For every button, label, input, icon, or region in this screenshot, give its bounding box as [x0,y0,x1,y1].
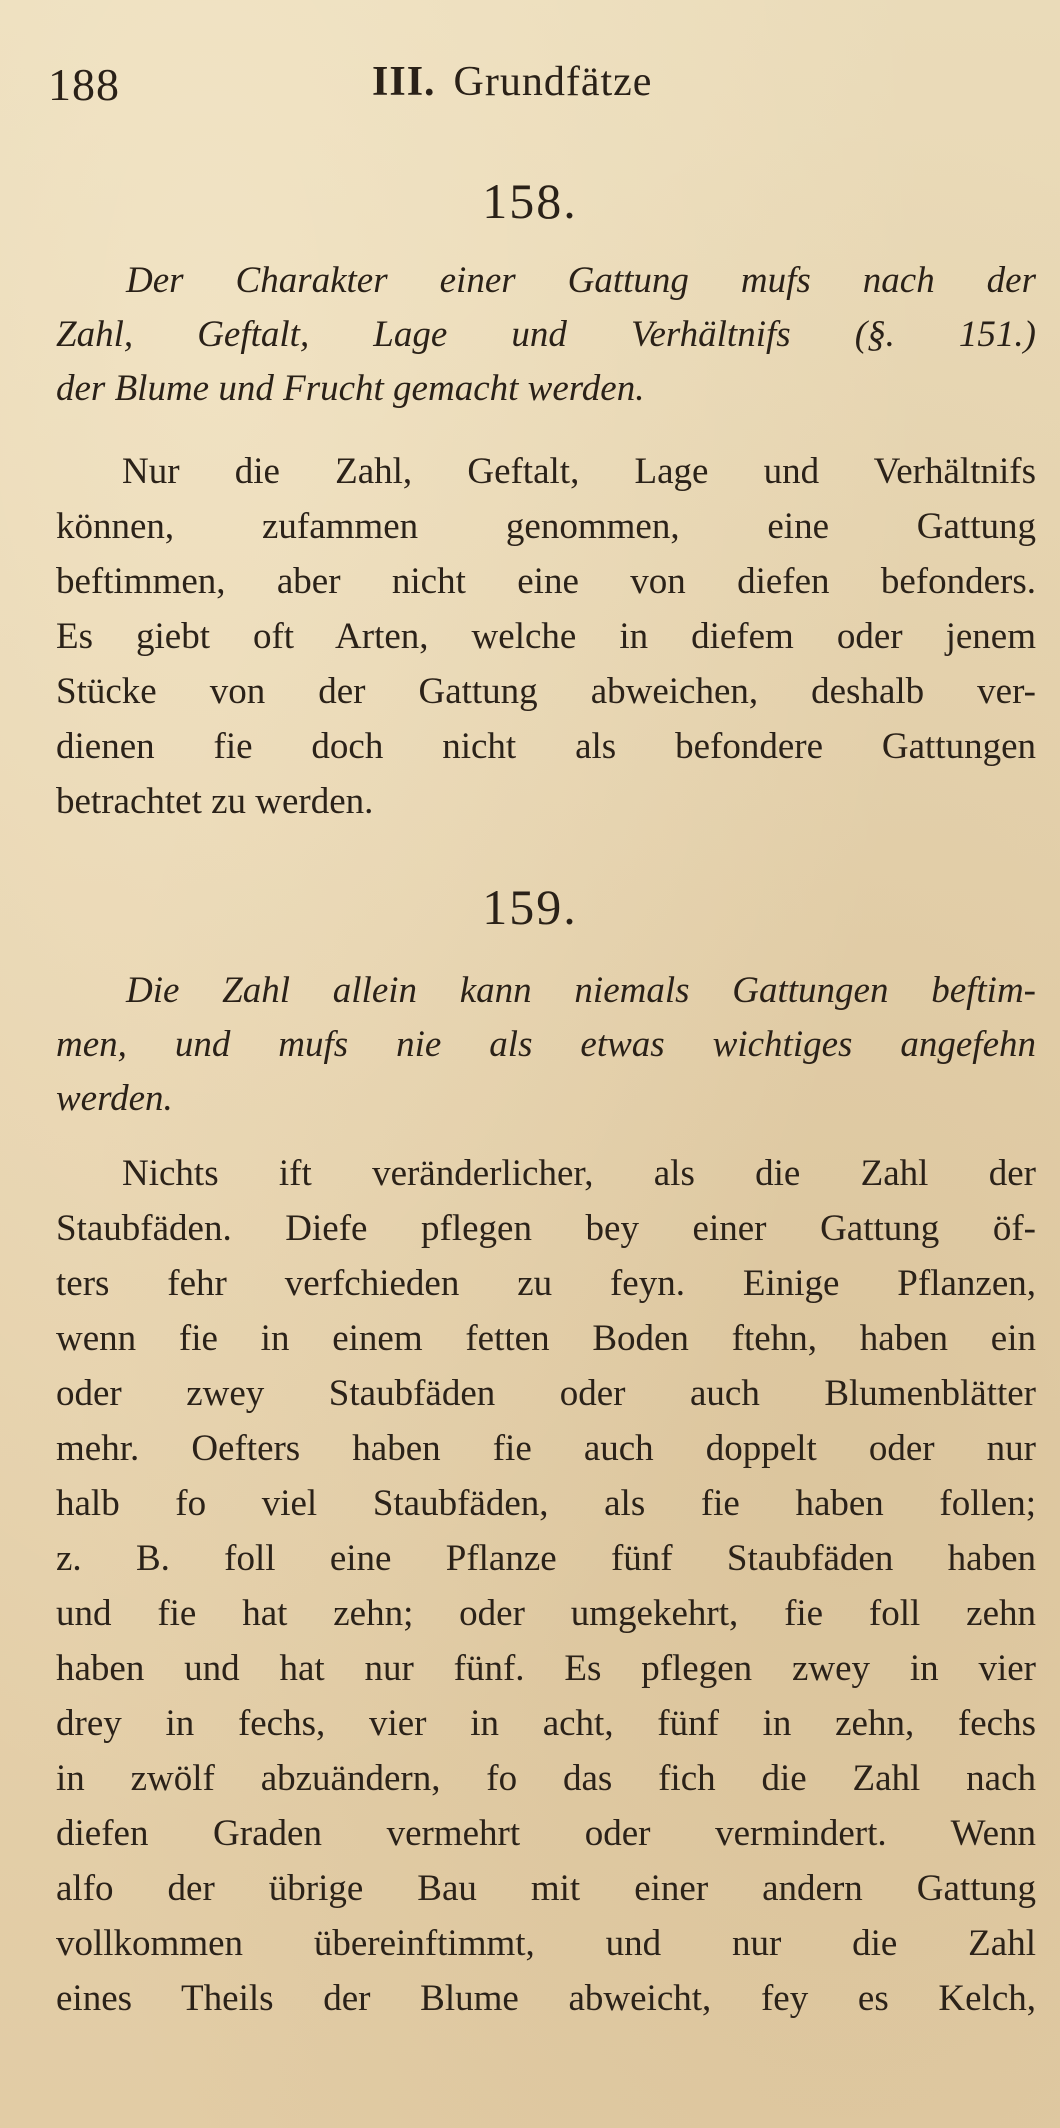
body-line: halb fo viel Staubfäden, als fie haben follen; [56,1483,1036,1524]
page-number: 188 [48,59,120,110]
body-line: vollkommen übereinftimmt, und nur die Zahl [56,1923,1036,1964]
body-line: oder zwey Staubfäden oder auch Blumenblätter [56,1373,1036,1414]
body-line: Staubfäden. Diefe pflegen bey einer Gattung öf- [56,1208,1036,1249]
body-line: und fie hat zehn; oder umgekehrt, fie foll zehn [56,1593,1036,1634]
thesis-line: men, und mufs nie als etwas wichtiges angefehn [56,1024,1036,1065]
chapter-title [372,58,652,106]
body-line: mehr. Oefters haben fie auch doppelt oder nur [56,1428,1036,1469]
body-line: Nichts ift veränderlicher, als die Zahl der [122,1153,1036,1194]
body-line: Es giebt oft Arten, welche in diefem oder jenem [56,616,1036,657]
section-thesis [56,964,1036,1126]
running-head [48,58,1028,118]
thesis-line: Der Charakter einer Gattung mufs nach der [126,260,1036,301]
body-line: Stücke von der Gattung abweichen, deshalb ver- [56,671,1036,712]
body-line: haben und hat nur fünf. Es pflegen zwey in vier [56,1648,1036,1689]
thesis-line: Zahl, Geftalt, Lage und Verhältnifs (§. 151.) [56,314,1036,355]
thesis-line: werden. [56,1078,173,1119]
body-line: alfo der übrige Bau mit einer andern Gattung [56,1868,1036,1909]
section-body [56,444,1036,829]
body-line: eines Theils der Blume abweicht, fey es Kelch, [56,1978,1036,2019]
section-body [56,1146,1036,2026]
chapter-roman-numeral: III. [372,59,436,105]
section-thesis [56,254,1036,416]
body-line: ters fehr verfchieden zu feyn. Einige Pflanzen, [56,1263,1036,1304]
body-line: drey in fechs, vier in acht, fünf in zehn, fechs [56,1703,1036,1744]
thesis-line: Die Zahl allein kann niemals Gattungen beftim- [126,970,1036,1011]
body-line: beftimmen, aber nicht eine von diefen befonders. [56,561,1036,602]
body-line: können, zufammen genommen, eine Gattung [56,506,1036,547]
body-line: Nur die Zahl, Geftalt, Lage und Verhältnifs [122,451,1036,492]
body-line: dienen fie doch nicht als befondere Gattungen [56,726,1036,767]
body-line: wenn fie in einem fetten Boden ftehn, haben ein [56,1318,1036,1359]
section-number: 158. [482,173,578,229]
body-line: betrachtet zu werden. [56,781,374,822]
thesis-line: der Blume und Frucht gemacht werden. [56,368,645,409]
body-line: in zwölf abzuändern, fo das fich die Zahl nach [56,1758,1036,1799]
chapter-title-text: Grundfätze [453,59,653,105]
section-number: 159. [482,879,578,935]
body-line: diefen Graden vermehrt oder vermindert. Wenn [56,1813,1036,1854]
body-line: z. B. foll eine Pflanze fünf Staubfäden haben [56,1538,1036,1579]
